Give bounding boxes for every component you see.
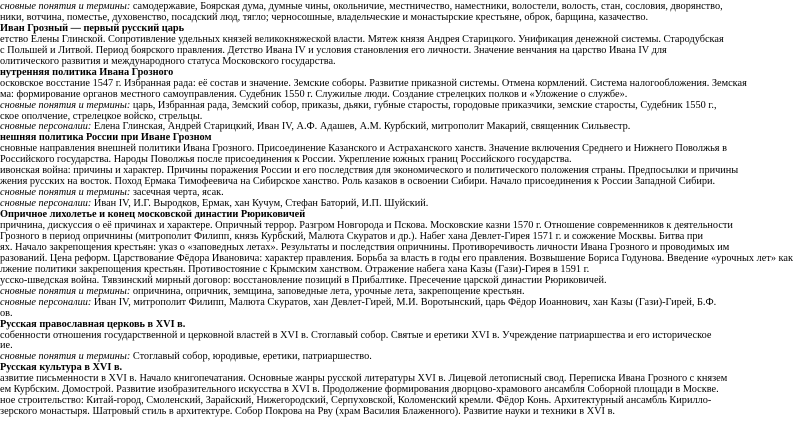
text-line: етство Елены Глинской. Сопротивление удельных князей великокняжеской власти. Мятеж князя Андрея Старицкого. Унификация денежной системы. Стародубская bbox=[0, 33, 724, 45]
section-heading: нутренняя политика Ивана Грозного bbox=[0, 66, 174, 78]
text-line: ивонская война: причины и характер. Причины поражения России и его последствия для экономического и политического положения страны. Предпосылки и причины bbox=[0, 165, 739, 177]
text-line: жения русских на восток. Поход Ермака Тимофеевича на Сибирское ханство. Роль казаков в освоении Сибири. Начало присоединения к России Западной Сибири. bbox=[0, 176, 716, 188]
section-heading: Опричное лихолетье и конец московской династии Рюриковичей bbox=[0, 209, 306, 221]
text-line: олитического развития и международного статуса Московского государства. bbox=[0, 55, 336, 67]
text-line: ное строительство: Китай-город, Смоленский, Зарайский, Нижегородский, Серпуховской, Коломенский кремли. Фёдор Конь. Архитектурный ансамбль Кирилло- bbox=[0, 395, 712, 407]
text-line: сновные направления внешней политики Ивана Грозного. Присоединение Казанского и Астраханского ханств. Значение включения Среднего и Нижнего Поволжья в bbox=[0, 143, 727, 155]
terms-text: Стоглавый собор, юродивые, еретики, патриаршество. bbox=[130, 351, 372, 363]
terms-text: самодержавие, Боярская дума, думные чины, окольничие, местничество, наместники, волостели, волость, стан, сословия, дворянство, bbox=[130, 1, 723, 12]
text-line: ники, вотчина, поместье, духовенство, посадский люд, тягло; черносошные, владельческие и монастырские крестьяне, оброк, барщина, казачество. bbox=[0, 11, 649, 23]
text-line: ское ополчение, стрелецкое войско, стрельцы. bbox=[0, 110, 203, 122]
text-line: с Польшей и Литвой. Период боярского правления. Детство Ивана IV и условия становления его личности. Значение венчания на царство Ивана IV для bbox=[0, 44, 667, 56]
section-heading: Русская православная церковь в XVI в. bbox=[0, 318, 186, 330]
section-heading: нешняя политика России при Иване Грозном bbox=[0, 132, 212, 144]
text-line: ем Курбским. Домострой. Развитие изобразительного искусства в XVI в. Продолжение формирования дворцово-храмового ансамбля Соборной площади в Москве. bbox=[0, 384, 719, 396]
terms-label: сновные персоналии: bbox=[0, 121, 92, 133]
text-line: Грозного в период опричнины (митрополит Филипп, князь Курбский, Малюта Скуратов и др.). Набег хана Девлет-Гирея 1571 г. и сожжение Москвы. Битва при bbox=[0, 230, 704, 242]
terms-label: сновные понятия и термины: bbox=[0, 187, 131, 199]
terms-label: сновные понятия и термины: bbox=[0, 285, 131, 297]
terms-label: сновные понятия и термины: bbox=[0, 1, 131, 12]
text-line: ие. bbox=[0, 340, 13, 352]
text-line: лжение политики закрепощения крестьян. Противостояние с Крымским ханством. Отражение набега хана Казы (Гази)-Гирея в 1591 г. bbox=[0, 263, 590, 275]
section-heading: Иван Грозный — первый русский царь bbox=[0, 22, 185, 34]
terms-text: засечная черта, ясак. bbox=[130, 187, 224, 199]
terms-label: сновные понятия и термины: bbox=[0, 99, 131, 111]
text-line: ях. Начало закрепощения крестьян: указ о «заповедных летах». Результаты и последствия опричнины. Противоречивость личности Ивана Грозного и проводимых им bbox=[0, 241, 730, 253]
terms-text: царь, Избранная рада, Земский собор, приказы, дьяки, губные старосты, городовые приказчики, земские старосты, Судебник 1550 г., bbox=[130, 99, 717, 111]
text-line: ов. bbox=[0, 307, 13, 319]
terms-text: Иван IV, митрополит Филипп, Малюта Скуратов, хан Девлет-Гирей, М.И. Воротынский, царь Фёдор Иоаннович, хан Казы (Гази)-Гирей, Б.Ф. bbox=[91, 296, 717, 308]
text-line: зерского монастыря. Шатровый стиль в архитектуре. Собор Покрова на Рву (храм Василия Блаженного). Развитие науки и техники в XVI в. bbox=[0, 406, 616, 418]
text-line: разований. Цена реформ. Царствование Фёдора Ивановича: характер правления. Борьба за власть в годы его правления. Возвышение Бориса Годунова. Введение «урочных лет» как bbox=[0, 252, 793, 264]
terms-text: Елена Глинская, Андрей Старицкий, Иван IV, А.Ф. Адашев, А.М. Курбский, митрополит Макарий, священник Сильвестр. bbox=[91, 121, 631, 133]
terms-label: сновные понятия и термины: bbox=[0, 351, 131, 363]
text-line: Российского государства. Народы Поволжья после присоединения к России. Укрепление южных границ Российского государства. bbox=[0, 154, 572, 166]
text-line: причнина, дискуссия о её причинах и характере. Опричный террор. Разгром Новгорода и Пскова. Московские казни 1570 г. Отношение современников к деятельности bbox=[0, 220, 733, 231]
terms-label: сновные персоналии: bbox=[0, 296, 92, 308]
text-line: ма: формирование органов местного самоуправления. Судебник 1550 г. Служилые люди. Создание стрелецких полков и «Уложение о службе». bbox=[0, 88, 628, 100]
text-line: осковское восстание 1547 г. Избранная рада: её состав и значение. Земские соборы. Развитие приказной системы. Отмена кормлений. Система налогообложения. Земская bbox=[0, 77, 747, 89]
terms-text: опричнина, опричник, земщина, заповедные лета, урочные лета, закрепощение крестьян. bbox=[130, 285, 525, 297]
text-line: собенности отношения государственной и церковной властей в XVI в. Стоглавый собор. Святые и еретики XVI в. Учреждение патриаршества и его историческое bbox=[0, 329, 712, 341]
section-heading: Русская культура в XVI в. bbox=[0, 362, 123, 374]
terms-text: Иван IV, И.Г. Выродков, Ермак, хан Кучум, Стефан Баторий, И.П. Шуйский. bbox=[91, 198, 429, 210]
text-line: усско-шведская война. Тявзинский мирный договор: восстановление позиций в Прибалтике. Пресечение царской династии Рюриковичей. bbox=[0, 274, 607, 286]
terms-label: сновные персоналии: bbox=[0, 198, 92, 210]
text-line: азвитие письменности в XVI в. Начало книгопечатания. Основные жанры русской литературы XVI в. Лицевой летописный свод. Переписка Ивана Грозного с князем bbox=[0, 373, 728, 385]
